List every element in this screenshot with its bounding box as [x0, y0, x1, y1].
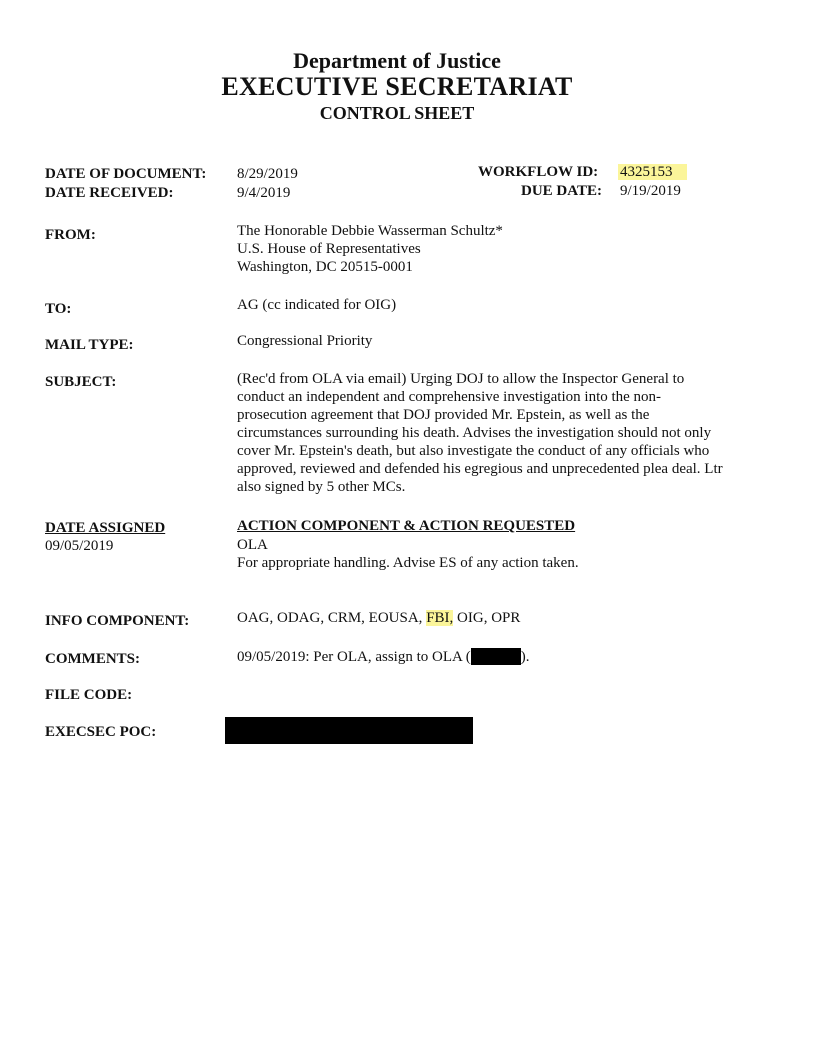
action-request: For appropriate handling. Advise ES of any action taken. — [237, 555, 579, 571]
subject-line: circumstances surrounding his death. Advises the investigation should not only — [237, 425, 712, 441]
from-line: Washington, DC 20515-0001 — [237, 259, 413, 275]
action-component: OLA — [237, 537, 268, 553]
subject-line: also signed by 5 other MCs. — [237, 479, 406, 495]
subject-line: cover Mr. Epstein's death, but also investigate the conduct of any officials who — [237, 443, 710, 459]
date-of-document-value: 8/29/2019 — [237, 166, 298, 182]
workflow-id-value — [618, 164, 687, 181]
due-date-value: 9/19/2019 — [620, 183, 681, 199]
mail-type-value: Congressional Priority — [237, 333, 373, 349]
department-heading: Department of Justice — [293, 48, 501, 73]
info-component-value — [237, 610, 520, 627]
date-of-document-label: DATE OF DOCUMENT: — [45, 166, 207, 182]
to-value: AG (cc indicated for OIG) — [237, 297, 397, 313]
execsec-poc-redaction — [225, 717, 473, 744]
subject-line: approved, reviewed and defended his egregious and unprecedented plea deal. Ltr — [237, 461, 723, 477]
from-line: U.S. House of Representatives — [237, 241, 421, 257]
subject-line: (Rec'd from OLA via email) Urging DOJ to allow the Inspector General to — [237, 371, 685, 387]
form-title: CONTROL SHEET — [319, 103, 475, 123]
info-component-before: OAG, ODAG, CRM, EOUSA, — [237, 610, 427, 626]
date-received-label: DATE RECEIVED: — [45, 185, 174, 201]
subject-label: SUBJECT: — [45, 374, 117, 390]
office-heading: EXECUTIVE SECRETARIAT — [221, 72, 573, 101]
to-label: TO: — [45, 301, 72, 317]
comments-redaction — [471, 648, 521, 665]
subject-block — [237, 370, 797, 496]
comments-before: 09/05/2019: Per OLA, assign to OLA ( — [237, 649, 471, 665]
subject-line: conduct an independent and comprehensive investigation into the non- — [237, 389, 662, 405]
date-assigned-value: 09/05/2019 — [45, 538, 114, 554]
comments-label: COMMENTS: — [45, 651, 140, 667]
from-label: FROM: — [45, 227, 96, 243]
subject-line: prosecution agreement that DOJ provided Mr. Epstein, as well as the — [237, 407, 650, 423]
execsec-poc-label: EXECSEC POC: — [45, 724, 157, 740]
info-component-after: OIG, OPR — [453, 610, 521, 626]
comments-value — [237, 648, 530, 666]
workflow-id-highlight: 4325153 — [618, 164, 687, 180]
workflow-id-label: WORKFLOW ID: — [478, 164, 599, 180]
date-assigned-label: DATE ASSIGNED — [45, 520, 166, 536]
date-received-value: 9/4/2019 — [237, 185, 291, 201]
due-date-label: DUE DATE: — [521, 183, 602, 199]
action-heading: ACTION COMPONENT & ACTION REQUESTED — [237, 518, 576, 534]
info-component-fbi-highlight: FBI, — [426, 610, 454, 626]
info-component-label: INFO COMPONENT: — [45, 613, 190, 629]
file-code-label: FILE CODE: — [45, 687, 133, 703]
from-line: The Honorable Debbie Wasserman Schultz* — [237, 223, 503, 239]
mail-type-label: MAIL TYPE: — [45, 337, 134, 353]
comments-after: ). — [520, 649, 530, 665]
from-block — [237, 222, 777, 276]
